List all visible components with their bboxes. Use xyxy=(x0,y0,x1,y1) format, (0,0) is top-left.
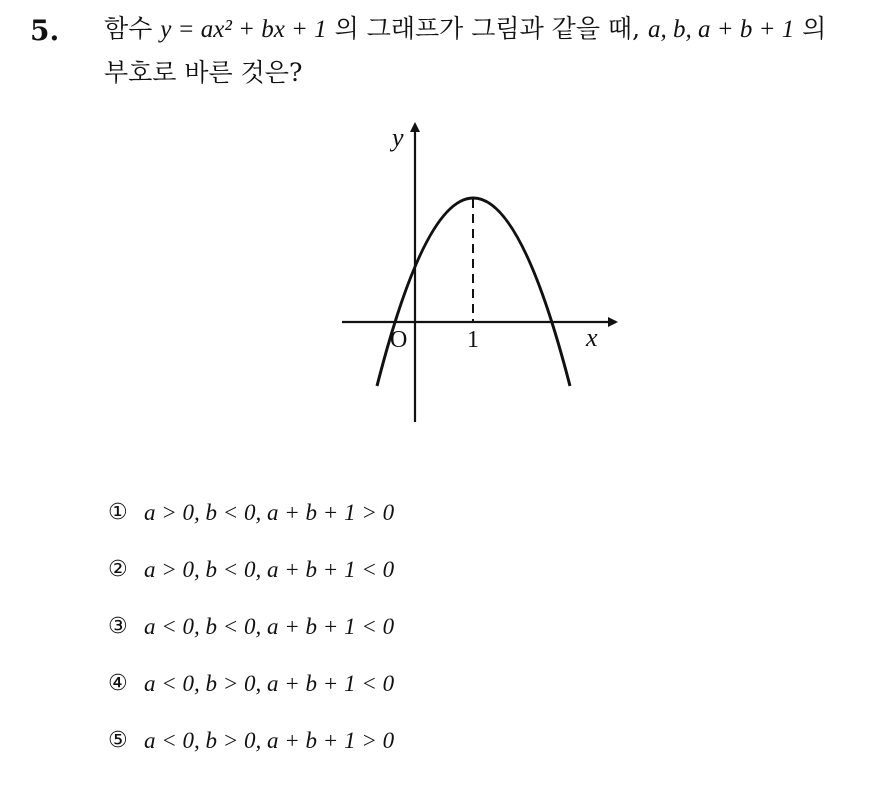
choice-1[interactable] xyxy=(108,500,808,557)
parabola-graph xyxy=(330,110,630,430)
choice-3[interactable] xyxy=(108,614,808,671)
question-suffix: 의 xyxy=(802,14,827,43)
vertex-x-label: 1 xyxy=(467,327,479,353)
choice-marker: ⑤ xyxy=(108,728,128,753)
question-variables: a, b, a + b + 1 xyxy=(647,16,795,43)
answer-choices xyxy=(108,500,808,785)
y-axis-label: y xyxy=(392,123,404,152)
question-text-line-2: 부호로 바른 것은? xyxy=(104,58,303,87)
choice-4[interactable] xyxy=(108,671,808,728)
origin-label: O xyxy=(390,327,408,353)
choice-marker: ② xyxy=(108,557,128,582)
choice-text: a > 0, b < 0, a + b + 1 > 0 xyxy=(144,500,395,525)
choice-text: a > 0, b < 0, a + b + 1 < 0 xyxy=(144,557,395,582)
choice-5[interactable] xyxy=(108,728,808,785)
choice-text: a < 0, b > 0, a + b + 1 > 0 xyxy=(144,728,395,753)
choice-marker: ④ xyxy=(108,671,128,696)
choice-2[interactable] xyxy=(108,557,808,614)
choice-marker: ③ xyxy=(108,614,128,639)
choice-text: a < 0, b < 0, a + b + 1 < 0 xyxy=(144,614,395,639)
choice-marker: ① xyxy=(108,500,128,525)
question-text-line-1 xyxy=(104,12,826,47)
choice-text: a < 0, b > 0, a + b + 1 < 0 xyxy=(144,671,395,696)
function-expression: y = ax² + bx + 1 xyxy=(160,16,327,43)
question-prefix: 함수 xyxy=(104,14,153,43)
question-number: 5. xyxy=(30,14,60,47)
question-mid: 의 그래프가 그림과 같을 때, xyxy=(334,14,641,43)
x-axis-label: x xyxy=(586,323,598,352)
